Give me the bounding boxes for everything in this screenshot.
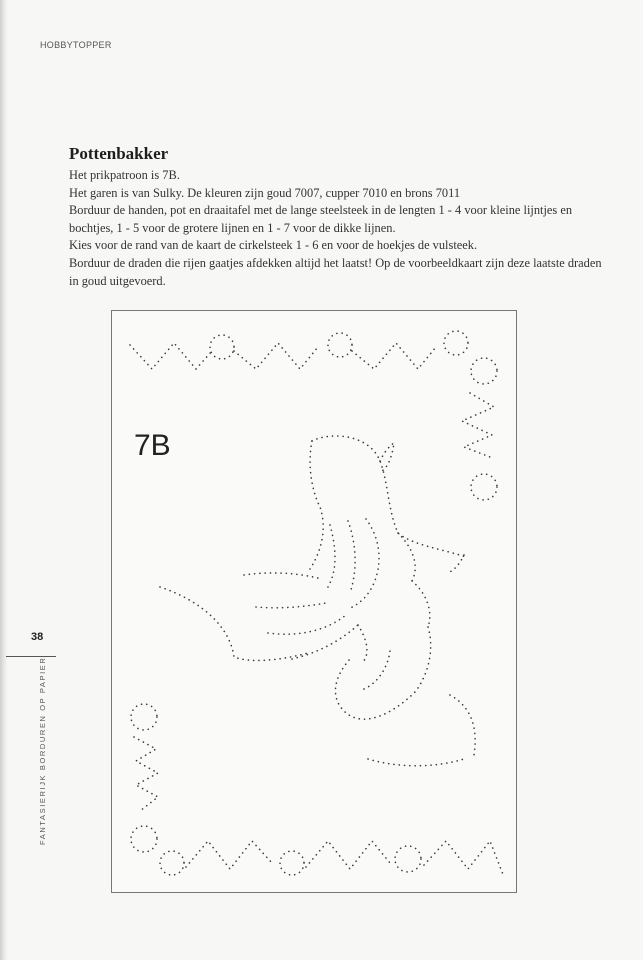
border-zigzag-bottom <box>424 841 504 877</box>
figure-outline <box>398 533 415 581</box>
page-number-rule <box>6 656 56 657</box>
book-title-side-label: FANTASIERIJK BORDUREN OP PAPIER <box>38 656 47 845</box>
border-circle <box>471 474 497 500</box>
figure-outline <box>348 519 379 609</box>
prick-pattern-dots <box>112 311 516 892</box>
border-circle <box>131 826 157 852</box>
border-zigzag-top <box>234 343 318 369</box>
figure-outline <box>244 573 322 579</box>
running-head: HOBBYTOPPER <box>40 40 112 50</box>
figure-outline <box>312 436 466 557</box>
figure-outline <box>328 525 335 587</box>
corner-fill <box>134 737 158 811</box>
pattern-label: 7B <box>134 429 171 462</box>
prick-pattern-card <box>111 310 517 893</box>
figure-outline <box>292 625 358 659</box>
figure-outline <box>310 441 323 569</box>
border-circle <box>131 704 157 730</box>
article-body <box>69 167 609 290</box>
corner-fill <box>462 393 494 457</box>
paragraph: Borduur de draden die rijen gaatjes afdekken altijd het laatst! Op de voorbeeldkaart zijn deze laatste draden in goud uitgevoerd. <box>69 255 602 288</box>
figure-outline <box>268 615 346 634</box>
paragraph: Het prikpatroon is 7B. <box>69 168 180 182</box>
figure-outline <box>364 651 390 689</box>
figure-outline <box>450 695 475 755</box>
border-zigzag-bottom <box>306 841 390 869</box>
figure-outline <box>358 625 367 663</box>
article-title: Pottenbakker <box>69 144 169 163</box>
border-zigzag-top <box>130 343 212 369</box>
figure-outline <box>368 759 464 766</box>
border-circle <box>395 846 421 872</box>
figure-outline <box>348 521 355 593</box>
border-zigzag-top <box>352 343 436 369</box>
paragraph: Borduur de handen, pot en draaitafel met de lange steelsteek in de lengten 1 - 4 voor kleine lijntjes en bochtjes, 1 - 5 voor de grotere lijnen en 1 - 7 voor de dikke lijnen. <box>69 203 573 235</box>
figure-outline <box>160 587 308 660</box>
page-number: 38 <box>31 631 44 643</box>
border-circle <box>328 333 352 357</box>
border-circle <box>280 851 304 875</box>
border-circle <box>160 851 184 875</box>
figure-outline <box>335 627 430 719</box>
paragraph: Kies voor de rand van de kaart de cirkelsteek 1 - 6 en voor de hoekjes de vulsteek. <box>69 238 478 253</box>
figure-outline <box>448 555 464 573</box>
border-zigzag-bottom <box>186 841 272 869</box>
border-circle <box>444 331 468 355</box>
figure-outline <box>412 581 430 627</box>
paragraph: Het garen is van Sulky. De kleuren zijn goud 7007, cupper 7010 en brons 7011 <box>69 185 461 200</box>
border-circle <box>471 358 497 384</box>
figure-outline <box>256 603 326 608</box>
border-circle <box>210 335 234 359</box>
page-spine-shadow <box>0 0 8 960</box>
